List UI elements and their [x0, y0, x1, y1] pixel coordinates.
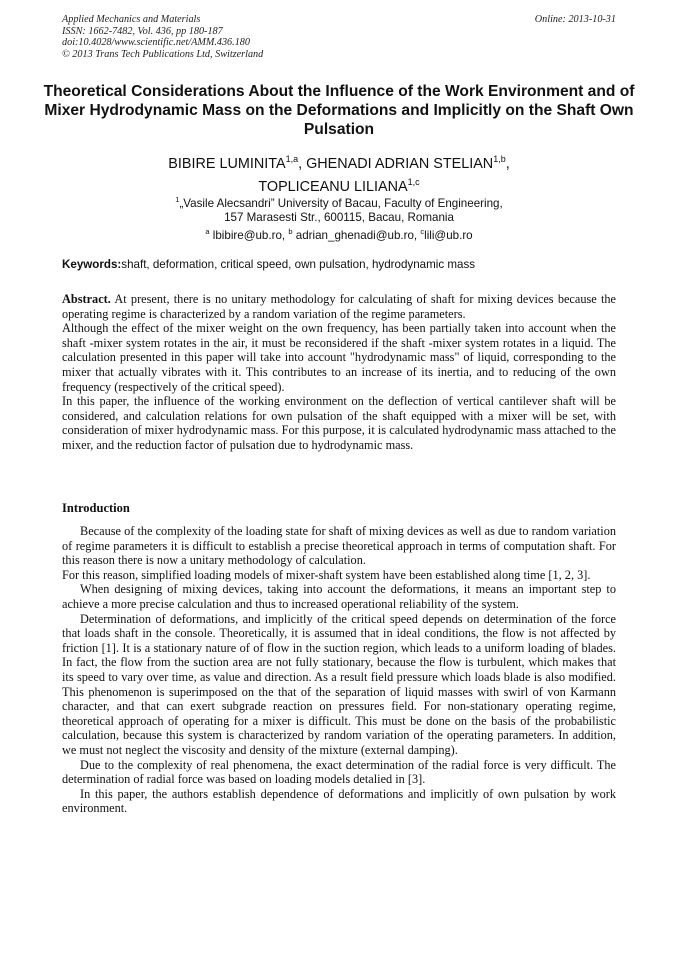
paper-title: Theoretical Considerations About the Influence of the Work Environment and of Mixer Hydrodynamic Mass on the Deformations and Implicitly on the Shaft Own Pulsation [43, 83, 635, 138]
keywords-label: Keywords: [62, 258, 122, 271]
author-sup: 1,a [285, 154, 299, 164]
doi-line: doi:10.4028/www.scientific.net/AMM.436.180 [62, 37, 250, 49]
keywords-text: shaft, deformation, critical speed, own pulsation, hydrodynamic mass [121, 258, 476, 271]
intro-p5: Due to the complexity of real phenomena, the exact determination of the radial force is very difficult. The determination of radial force was based on loading models detalied in [3]. [62, 757, 616, 787]
section-heading-introduction: Introduction [62, 501, 130, 515]
keywords [62, 258, 616, 271]
journal-header [62, 14, 616, 60]
intro-p1: Because of the complexity of the loading state for shaft of mixing devices as well as due to random variation of regime parameters it is difficult to establish a precise theoretical approach in terms of computation shaft. For this reason there is now a unitary methodology of calculation. [62, 524, 616, 568]
author-list: BIBIRE LUMINITA$^{1,a}$, GHENADI ADRIAN STELIAN$^{1,b}$, TOPLICEANU LILIANA$^{1,c}$ [168, 154, 510, 196]
abstract-p3: In this paper, the influence of the working environment on the deflection of vertical cantilever shaft will be considered, and calculation relations for own pulsation of the shaft equipped with a mixer will be set, with consideration of mixer hydrodynamic mass. For this purpose, it is calculated hydrodynamic mass attached to the mixer, and the reduction factor of pulsation due to hydrodynamic mass. [62, 394, 616, 452]
email-c[interactable]: lili@ub.ro [424, 229, 473, 243]
intro-p4: Determination of deformations, and implicitly of the critical speed depends on determination of the force that loads shaft in the console. Theoretically, it is assumed that in ideal conditions, the flow is not affected by friction [1]. It is a stationary nature of of flow in the suction region, which leads to a uniform loading of blades. In fact, the flow from the suction area are not fully stationary, because the flow is turbulent, which makes that its speed to vary over time, as value and direction. As a result field pressure which loads blade is also modified. This phenomenon is superimposed on the that of the separation of liquid masses with swirl of von Karmann character, and that can exert subgrade reaction on pressures field. For non-stationary operating regime, theoretical approach of operating for a mixer is difficult. This must be done on the basis of the probabilistic calculation, because this system is characterized by random variation of the operating parameters. In addition, we must not neglect the viscosity and density of the mixture (external damping). [62, 611, 616, 757]
journal-name: Applied Mechanics and Materials [62, 14, 201, 25]
author-name: BIBIRE LUMINITA [168, 155, 286, 172]
intro-p6: In this paper, the authors establish dependence of deformations and implicitly of own pulsation by work environment. [62, 786, 616, 816]
author-sup: 1,c [407, 177, 420, 188]
affil-sup: 1 [175, 195, 180, 204]
intro-p3: When designing of mixing devices, taking into account the deformations, it means an important step to achieve a more precise calculation and thus to increased operational reliability of the system. [62, 582, 616, 611]
abstract-label: Abstract. [62, 292, 111, 306]
author-sup: 1,b [493, 154, 506, 164]
email-line: $^a$ lbibire@ub.ro, $^b$ adrian_ghenadi@ub.ro, $^c$lili@ub.ro [205, 227, 473, 243]
issn-line: ISSN: 1662-7482, Vol. 436, pp 180-187 [62, 25, 223, 37]
abstract [62, 292, 616, 453]
email-b[interactable]: adrian_ghenadi@ub.ro, [295, 229, 418, 243]
author-name: TOPLICEANU LILIANA [258, 179, 408, 196]
online-date: Online: 2013-10-31 [534, 14, 616, 25]
affil-line-2: 157 Marasesti Str., 600115, Bacau, Romania [224, 211, 454, 225]
affil-line-1: „Vasile Alecsandri” University of Bacau, Faculty of Engineering, [179, 196, 503, 210]
introduction-body [62, 524, 616, 816]
affiliation [40, 193, 638, 244]
intro-p2: For this reason, simplified loading models of mixer-shaft system have been established along time [1, 2, 3]. [62, 567, 591, 582]
abstract-p2: Although the effect of the mixer weight on the own frequency, has been partially taken into account when the shaft -mixer system rotates in the air, it must be reconsidered if the shaft -mixer system rotates in a liquid. The calculation presented in this paper will take into account "hydrodynamic mass" of liquid, corresponding to the mixer that actually vibrates with it. This contributes to an increase of its inertia, and to reducing of the own frequency (respectively of the critical speed). [62, 321, 616, 394]
author-name: GHENADI ADRIAN STELIAN [306, 155, 494, 172]
abstract-p1: At present, there is no unitary methodology for calculating of shaft for mixing devices because the operating regime is characterized by a random variation of the regime parameters. [62, 292, 616, 321]
copyright-line: © 2013 Trans Tech Publications Ltd, Switzerland [62, 48, 264, 60]
email-a[interactable]: lbibire@ub.ro, [212, 229, 286, 243]
